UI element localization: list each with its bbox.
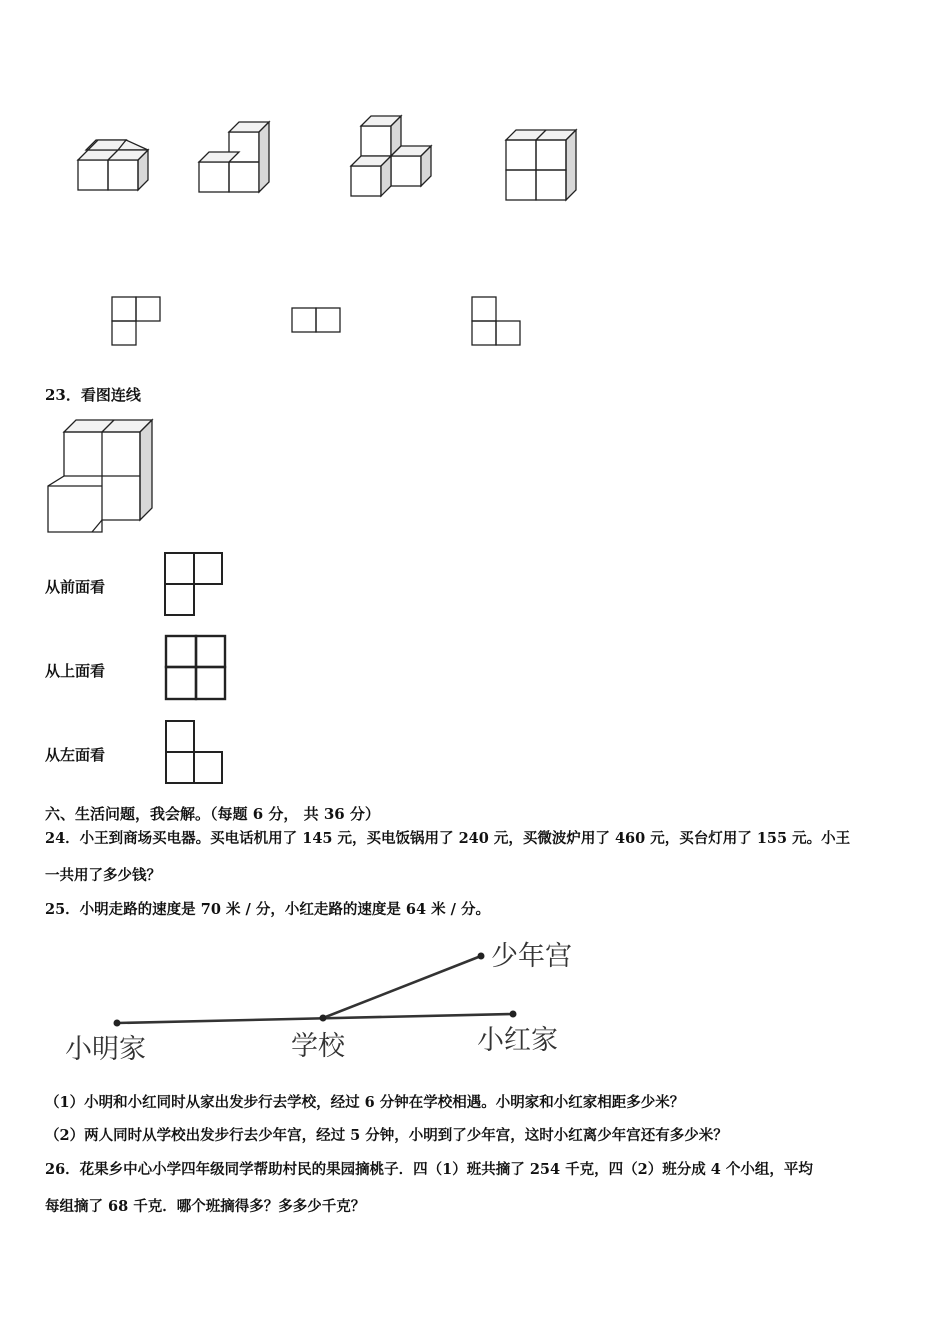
point-home-ming — [114, 1020, 121, 1027]
q26-line1: 26．花果乡中心小学四年级同学帮助村民的果园摘桃子．四（1）班共摘了 254 千克，四（2）班分成 4 个小组，平均 — [45, 1161, 813, 1178]
view-shape-3 — [471, 296, 523, 348]
point-school — [320, 1015, 327, 1022]
view-top-shape — [164, 634, 228, 702]
view-shape-1 — [111, 296, 163, 348]
q26-line2: 每组摘了 68 千克．哪个班摘得多？多多少千克？ — [45, 1198, 366, 1215]
q24-line2: 一共用了多少钱？ — [45, 867, 161, 884]
q24-line1: 24．小王到商场买电器。买电话机用了 145 元，买电饭锅用了 240 元，买微波炉用了 460 元，买台灯用了 155 元。小王 — [45, 830, 851, 847]
q23-title: 23．看图连线 — [45, 386, 141, 404]
map-label-home-hong: 小红家 — [477, 1025, 558, 1056]
view-label-top: 从上面看 — [45, 662, 106, 680]
road-school-to-palace — [323, 956, 481, 1018]
q25-map — [47, 932, 593, 1064]
section6-heading: 六、生活问题，我会解。（每题 6 分， 共 36 分） — [45, 805, 380, 823]
map-label-palace: 少年宫 — [491, 941, 572, 972]
q25-intro: 25．小明走路的速度是 70 米 / 分，小红走路的速度是 64 米 / 分。 — [45, 901, 491, 918]
road-ming-to-hong — [117, 1014, 513, 1023]
view-label-left: 从左面看 — [45, 746, 106, 764]
q25-sub2: （2）两人同时从学校出发步行去少年宫，经过 5 分钟，小明到了少年宫，这时小红离少年宫还有多少米？ — [45, 1127, 728, 1144]
block-figure-3 — [349, 114, 435, 200]
block-figure-2 — [197, 120, 277, 196]
point-home-hong — [510, 1011, 517, 1018]
view-left-shape — [164, 719, 226, 785]
view-front-shape — [163, 551, 225, 617]
map-label-home-ming: 小明家 — [65, 1034, 146, 1065]
map-label-school: 学校 — [291, 1031, 345, 1062]
q25-sub1: （1）小明和小红同时从家出发步行去学校，经过 6 分钟在学校相遇。小明家和小红家相距多少米？ — [45, 1094, 685, 1111]
view-shape-2 — [291, 307, 343, 335]
view-label-front: 从前面看 — [45, 578, 106, 596]
q23-block-figure — [46, 418, 156, 534]
block-figure-4 — [504, 128, 580, 204]
block-figure-1 — [76, 138, 156, 194]
point-palace — [478, 953, 485, 960]
